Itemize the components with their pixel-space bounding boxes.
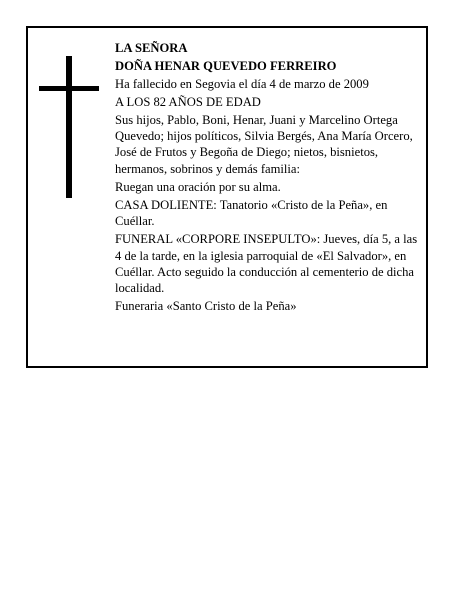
funeral-text: FUNERAL «CORPORE INSEPULTO»: Jueves, día 5, a las 4 de la tarde, en la iglesia parroquial de «El Salvador», en Cuéllar. Acto seguido la conducción al cementerio de dicha localidad. <box>115 232 418 296</box>
prayer-text: Ruegan una oración por su alma. <box>115 179 281 194</box>
cross-vertical-bar <box>66 56 72 198</box>
family-text: Sus hijos, Pablo, Boni, Henar, Juani y Marcelino Ortega Quevedo; hijos políticos, Silvia Bergés, Ana María Orcero, José de Frutos y Begoña de Diego; nietos, bisnietos, hermanos, sobrinos y demás familia: <box>115 113 413 176</box>
death-info: Ha fallecido en Segovia el día 4 de marzo de 2009 <box>115 77 369 91</box>
funeraria-text: Funeraria «Santo Cristo de la Peña» <box>115 299 297 314</box>
obituary-notice <box>26 26 428 368</box>
notice-title: LA SEÑORA <box>115 41 188 55</box>
age-info: A LOS 82 AÑOS DE EDAD <box>115 95 261 109</box>
notice-text-block <box>115 40 425 316</box>
deceased-name: DOÑA HENAR QUEVEDO FERREIRO <box>115 59 337 73</box>
casa-doliente-text: CASA DOLIENTE: Tanatorio «Cristo de la Peña», en Cuéllar. <box>115 198 388 229</box>
cross-horizontal-bar <box>39 86 99 91</box>
